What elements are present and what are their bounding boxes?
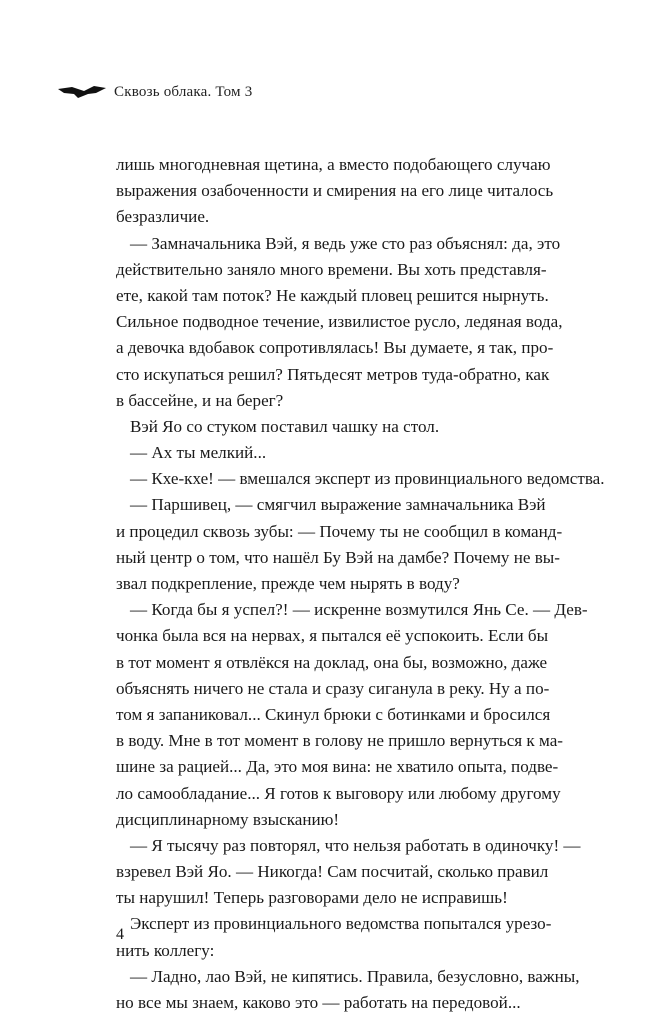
text-line: нить коллегу: [116, 940, 215, 960]
text-line: — Замначальника Вэй, я ведь уже сто раз объяснял: да, это [130, 233, 561, 253]
text-line: — Паршивец, — смягчил выражение замначальника Вэй [130, 495, 546, 515]
bird-logo-icon [58, 85, 106, 99]
text-line: шине за рацией... Да, это моя вина: не хватило опыта, подве- [116, 757, 559, 777]
text-line: ный центр о том, что нашёл Бу Вэй на дамбе? Почему не вы- [116, 547, 560, 567]
text-line: — Когда бы я успел?! — искренне возмутился Янь Се. — Дев- [130, 600, 588, 620]
page-number: 4 [116, 926, 124, 943]
text-line: том я запаниковал... Скинул брюки с ботинками и бросился [116, 704, 551, 724]
text-line: ете, какой там поток? Не каждый пловец решится нырнуть. [116, 285, 549, 305]
text-line: Эксперт из провинциального ведомства попытался урезо- [130, 914, 552, 934]
running-head-title: Сквозь облака. Том 3 [114, 83, 253, 100]
text-line: ты нарушил! Теперь разговорами дело не исправишь! [116, 888, 508, 908]
text-line: лишь многодневная щетина, а вместо подобающего случаю [116, 155, 551, 174]
text-line: объяснять ничего не стала и сразу сиганула в реку. Ну а по- [116, 678, 550, 698]
text-line: а девочка вдобавок сопротивлялась! Вы думаете, я так, про- [116, 338, 554, 358]
text-line: в воду. Мне в тот момент в голову не пришло вернуться к ма- [116, 731, 563, 751]
text-line: и процедил сквозь зубы: — Почему ты не сообщил в команд- [116, 521, 563, 541]
text-line: но все мы знаем, каково это — работать на передовой... [116, 993, 521, 1012]
text-line: звал подкрепление, прежде чем нырять в воду? [116, 574, 460, 593]
book-text [116, 152, 605, 1016]
text-line: выражения озабоченности и смирения на его лице читалось [116, 181, 554, 201]
running-header [58, 80, 252, 104]
text-line: действительно заняло много времени. Вы хоть представля- [116, 259, 547, 279]
text-line: взревел Вэй Яо. — Никогда! Сам посчитай, сколько правил [116, 862, 549, 882]
text-line: — Ладно, лао Вэй, не кипятись. Правила, безусловно, важны, [130, 966, 580, 986]
text-line: Сильное подводное течение, извилистое русло, ледяная вода, [116, 312, 563, 332]
text-line: — Я тысячу раз повторял, что нельзя работать в одиночку! — [130, 835, 581, 855]
text-line: в тот момент я отвлёкся на доклад, она бы, возможно, даже [116, 652, 548, 672]
text-line: — Кхе-кхе! — вмешался эксперт из провинциального ведомства. [130, 469, 605, 489]
text-line: ло самообладание... Я готов к выговору или любому другому [116, 783, 561, 803]
text-line: чонка была вся на нервах, я пытался её успокоить. Если бы [116, 626, 549, 646]
text-line: Вэй Яо со стуком поставил чашку на стол. [130, 416, 440, 436]
text-line: безразличие. [116, 207, 210, 227]
text-line: дисциплинарному взысканию! [116, 809, 340, 829]
text-line: в бассейне, и на берег? [116, 390, 284, 410]
text-line: сто искупаться решил? Пятьдесят метров туда-обратно, как [116, 364, 550, 384]
text-line: — Ах ты мелкий... [130, 443, 267, 463]
